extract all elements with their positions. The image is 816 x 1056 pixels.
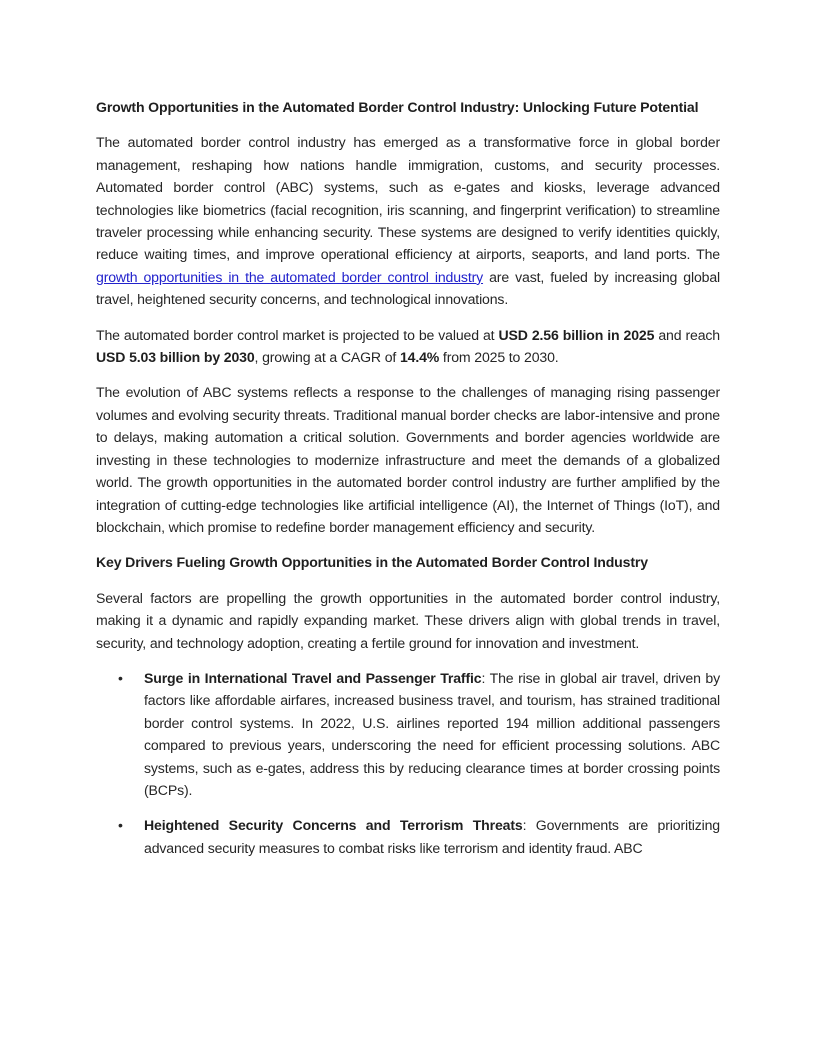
bullet-icon: • — [118, 669, 123, 686]
growth-opportunities-link[interactable]: growth opportunities in the automated border control industry — [96, 268, 484, 285]
intro-paragraph — [96, 131, 720, 310]
driver-text: : Governments are prioritizing advanced security measures to combat risks like terrorism and identity fraud. ABC — [144, 817, 720, 856]
market-text: , growing at a CAGR of — [254, 349, 400, 366]
market-paragraph — [96, 324, 720, 369]
market-cagr: 14.4% — [399, 349, 440, 366]
market-value-2030: USD 5.03 billion by 2030 — [96, 349, 255, 366]
intro-text: The automated border control industry has emerged as a transformative force in global border management, reshaping how nations handle immigration, customs, and security processes. Automated border control (ABC) systems, such as e-gates and kiosks, leverage advanced technologies like biometrics (facial recognition, iris scanning, and fingerprint verification) to streamline traveler processing while enhancing security. These systems are designed to verify identities quickly, reduce waiting times, and improve operational efficiency at airports, seaports, and land ports. The — [96, 134, 720, 263]
list-item — [96, 814, 720, 859]
drivers-list — [96, 667, 720, 859]
market-text: and reach — [654, 326, 720, 343]
driver-text: : The rise in global air travel, driven by factors like affordable airfares, increased business travel, and tourism, has strained traditional border control systems. In 2022, U.S. airlines reported 194 million additional passengers compared to previous years, underscoring the need for efficient processing solutions. ABC systems, such as e-gates, address this by reducing clearance times at border crossing points (BCPs). — [144, 669, 720, 798]
document-page — [96, 96, 720, 872]
bullet-icon: • — [118, 817, 123, 834]
driver-title: Heightened Security Concerns and Terrorism Threats — [144, 817, 523, 834]
market-value-2025: USD 2.56 billion in 2025 — [498, 326, 655, 343]
evolution-paragraph: The evolution of ABC systems reflects a response to the challenges of managing rising passenger volumes and evolving security threats. Traditional manual border checks are labor-intensive and prone to delays, making automation a critical solution. Governments and border agencies worldwide are investing in these technologies to modernize infrastructure and meet the demands of a globalized world. The growth opportunities in the automated border control industry are further amplified by the integration of cutting-edge technologies like artificial intelligence (AI), the Internet of Things (IoT), and blockchain, which promise to redefine border management efficiency and security. — [96, 384, 720, 535]
drivers-intro-paragraph: Several factors are propelling the growth opportunities in the automated border control industry, making it a dynamic and rapidly expanding market. These drivers align with global trends in travel, security, and technology adoption, creating a fertile ground for innovation and investment. — [96, 589, 720, 651]
driver-title: Surge in International Travel and Passenger Traffic — [144, 669, 482, 686]
drivers-heading: Key Drivers Fueling Growth Opportunities in the Automated Border Control Industry — [96, 554, 648, 571]
market-text: The automated border control market is projected to be valued at — [96, 326, 499, 343]
list-item — [96, 667, 720, 801]
intro-text-end: are vast, fueled by increasing global travel, heightened security concerns, and technological innovations. — [96, 268, 720, 308]
market-text: from 2025 to 2030. — [439, 349, 559, 366]
document-title: Growth Opportunities in the Automated Border Control Industry: Unlocking Future Potential — [96, 99, 699, 115]
